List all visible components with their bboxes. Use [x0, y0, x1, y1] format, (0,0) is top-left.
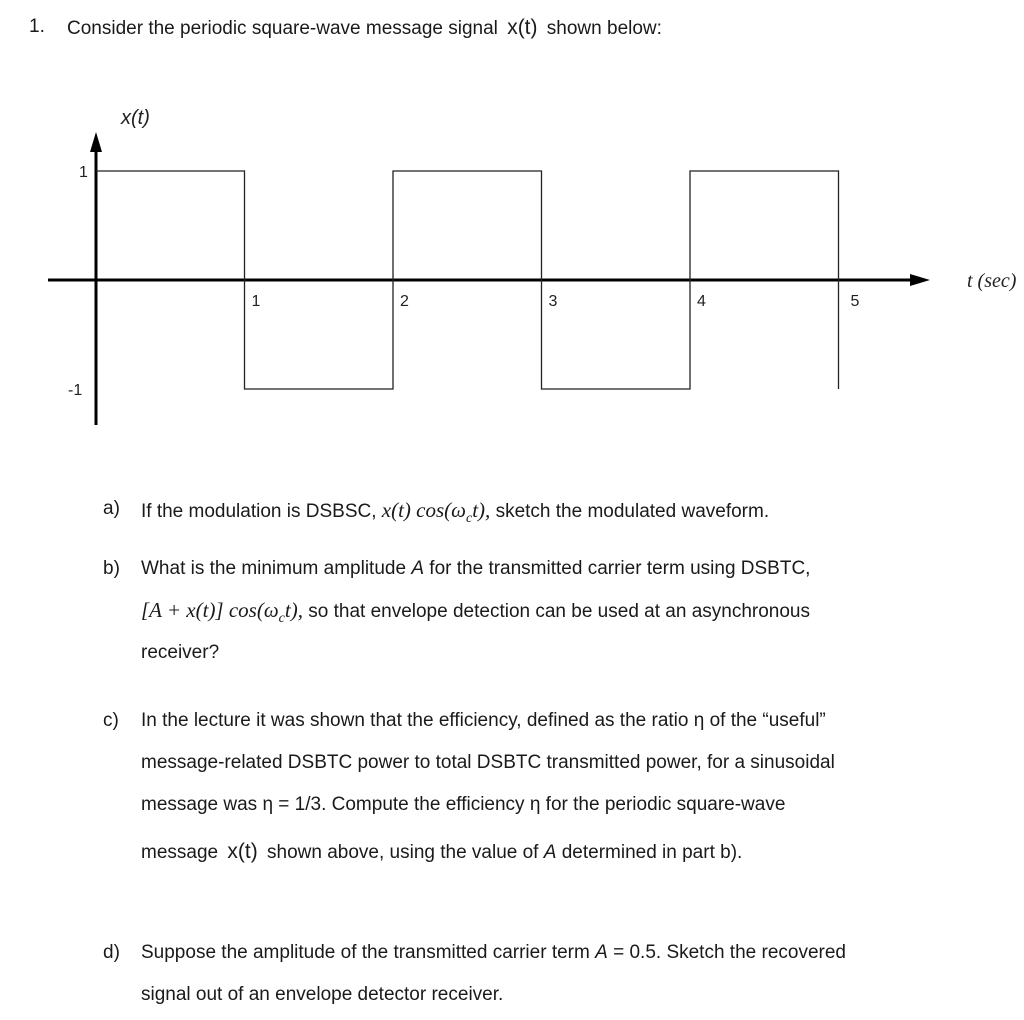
part-b-math-sub: c — [278, 611, 285, 627]
part-c-line1: In the lecture it was shown that the efficiency, defined as the ratio η of the “useful” — [141, 710, 826, 731]
part-a-text2: sketch the modulated waveform. — [495, 501, 770, 522]
part-c-line4-math: x(t) — [227, 840, 258, 863]
part-c-line4-var: A — [543, 842, 557, 863]
part-a-label: a) — [103, 498, 120, 519]
part-d-label: d) — [103, 942, 120, 963]
part-a-math-main: x(t) cos(ω — [381, 498, 466, 522]
part-c-line4 — [141, 840, 742, 864]
y-tick-label--1: -1 — [68, 382, 83, 399]
x-tick-label-2: 2 — [400, 293, 409, 310]
part-b-math — [141, 598, 303, 627]
question-intro-end: shown below: — [546, 18, 662, 39]
part-a-math-sub: c — [466, 511, 473, 527]
part-a-text — [141, 498, 769, 527]
y-axis-arrow — [90, 132, 102, 152]
part-c-line3: message was η = 1/3. Compute the efficiency η for the periodic square-wave — [141, 794, 786, 815]
part-a-math-end: t), — [472, 498, 491, 522]
part-b-line1-var: A — [411, 558, 425, 579]
x-tick-label-4: 4 — [697, 293, 706, 310]
part-d-line2: signal out of an envelope detector receiver. — [141, 984, 504, 1005]
part-c-line4-post-b: determined in part b). — [561, 842, 743, 863]
part-c-line2: message-related DSBTC power to total DSBTC transmitted power, for a sinusoidal — [141, 752, 835, 773]
part-d-line1-post: = 0.5. Sketch the recovered — [613, 942, 846, 963]
square-wave-plot — [0, 90, 1024, 530]
question-intro — [67, 16, 662, 40]
x-tick-label-3: 3 — [548, 293, 558, 310]
part-b-line1 — [141, 558, 810, 580]
part-b-label: b) — [103, 558, 120, 579]
x-tick-label-5: 5 — [850, 293, 860, 310]
x-tick-label-1: 1 — [251, 293, 261, 310]
part-a-text1: If the modulation is DSBSC, — [141, 501, 377, 522]
part-b-line2-post: so that envelope detection can be used at an asynchronous — [308, 601, 810, 622]
part-a-math — [381, 498, 491, 527]
part-b-math-main: [A + x(t)] cos(ω — [141, 598, 279, 622]
y-axis-label: x(t) — [121, 107, 150, 129]
part-b-line1-post: for the transmitted carrier term using DSBTC, — [429, 558, 811, 579]
part-d-line1-pre: Suppose the amplitude of the transmitted carrier term — [141, 942, 590, 963]
part-b-line3: receiver? — [141, 642, 220, 663]
part-c-line4-pre: message — [141, 842, 219, 863]
part-c-label: c) — [103, 710, 119, 731]
part-b-line1-pre: What is the minimum amplitude — [141, 558, 407, 579]
part-c-line4-post-a: shown above, using the value of — [267, 842, 539, 863]
x-axis-label: t (sec) — [967, 270, 1017, 292]
question-number: 1. — [29, 16, 45, 37]
part-d-line1-var: A — [595, 942, 608, 963]
y-tick-label-1: 1 — [79, 164, 88, 181]
part-d-line1 — [141, 942, 846, 964]
question-signal: x(t) — [507, 16, 538, 39]
part-b-math-end: t), — [284, 598, 303, 622]
question-intro-text: Consider the periodic square-wave message signal — [67, 18, 498, 39]
part-b-line2 — [141, 598, 810, 627]
x-axis-arrow — [910, 274, 930, 286]
